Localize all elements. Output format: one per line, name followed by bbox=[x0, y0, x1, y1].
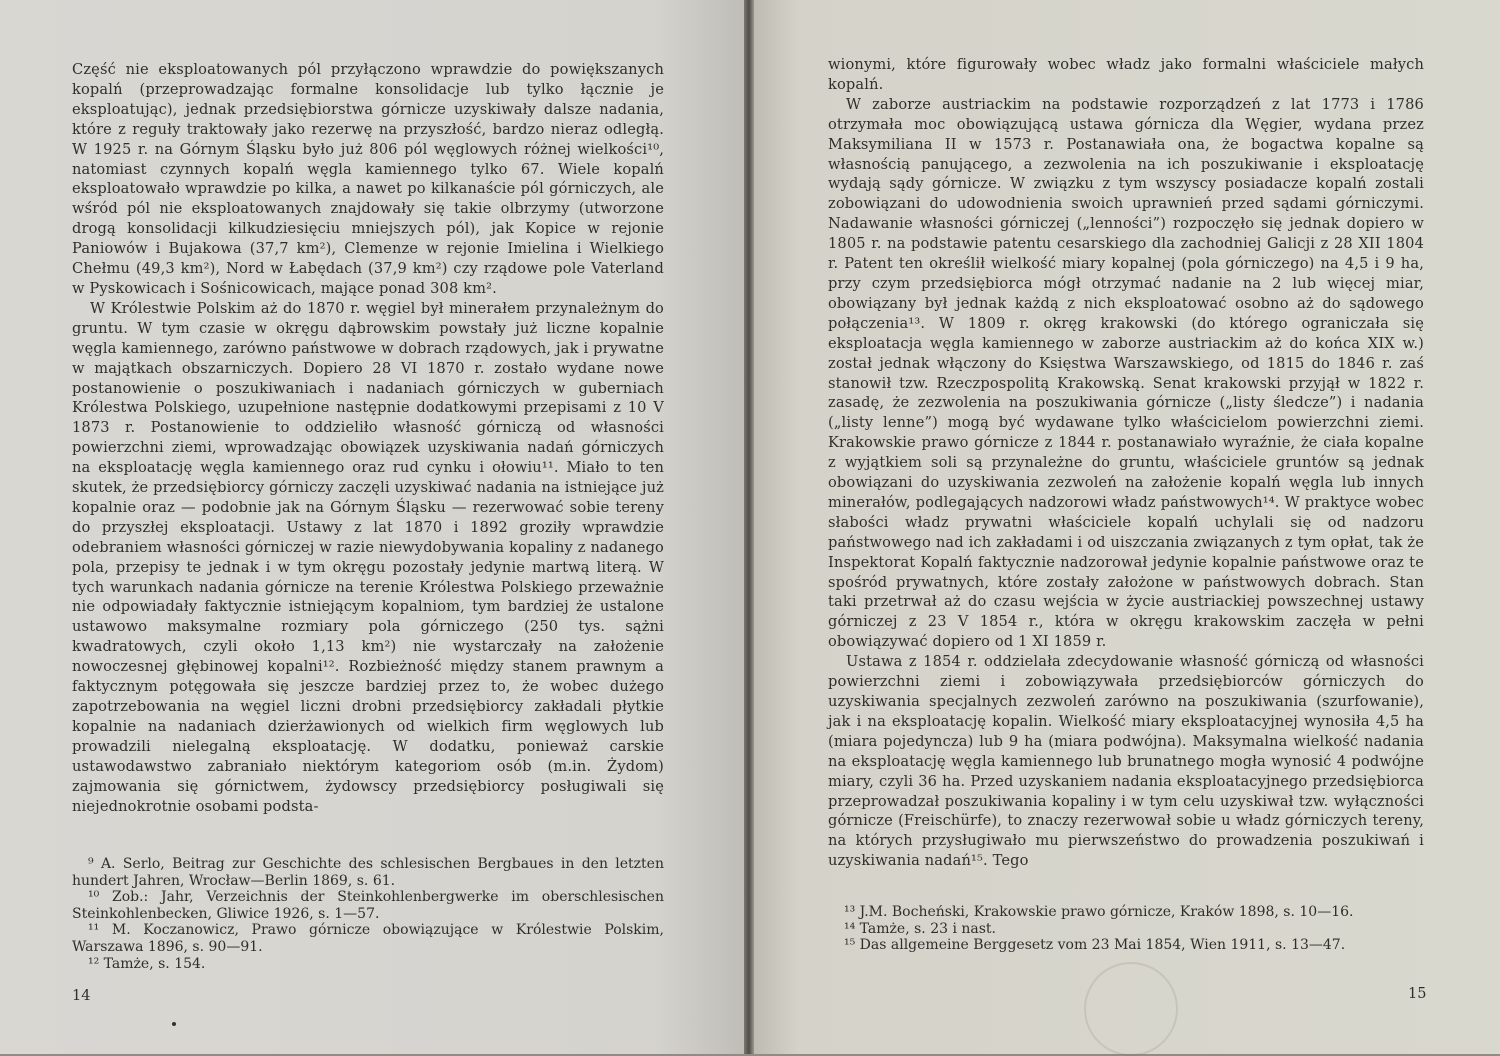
right-page-number: 15 bbox=[1408, 986, 1427, 1002]
footnote-13: ¹³ J.M. Bocheński, Krakowskie prawo górnicze, Kraków 1898, s. 10—16. bbox=[844, 904, 1354, 920]
left-page-number: 14 bbox=[72, 988, 91, 1004]
book-gutter bbox=[744, 0, 754, 1054]
footnote-14: ¹⁴ Tamże, s. 23 i nast. bbox=[844, 920, 997, 937]
footnote-9: ⁹ A. Serlo, Beitrag zur Geschichte des schlesischen Bergbaues in den letzten hundert Jahren, Wrocław—Berlin 1869, s. 61. bbox=[72, 856, 664, 889]
library-stamp-watermark bbox=[1084, 962, 1178, 1056]
footnote-11: ¹¹ M. Koczanowicz, Prawo górnicze obowiązujące w Królestwie Polskim, Warszawa 1896, s. 90—91. bbox=[72, 922, 664, 955]
footnote-12: ¹² Tamże, s. 154. bbox=[88, 955, 206, 972]
right-page bbox=[754, 0, 1500, 1054]
right-paragraph-3: Ustawa z 1854 r. oddzielała zdecydowanie własność górniczą od własności powierzchni ziemi i zobowiązywała przedsiębiorców górniczych do uzyskiwania specjalnych zezwoleń zarówno na poszukiwania (szurfowanie), jak i na eksploatację kopalin. Wielkość miary eksploatacyjnej wynosiła 4,5 ha (miara pojedyncza) lub 9 ha (miara podwójna). Maksymalna wielkość nadania na eksploatację węgla kamiennego lub brunatnego mogła wynosić 4 podwójne miary, czyli 36 ha. Przed uzyskaniem nadania eksploatacyjnego przedsiębiorca przeprowadzał poszukiwania kopaliny i w tym celu uzyskiwał tzw. wyłączności górnicze (Freischürfe), to znaczy rezerwował sobie u władz górniczych tereny, na których przysługiwało mu pierwszeństwo do prowadzenia poszukiwań i uzyskiwania nadań¹⁵. Tego bbox=[828, 653, 1424, 870]
right-body-text bbox=[828, 55, 1424, 871]
left-page bbox=[0, 0, 744, 1054]
right-paragraph-2: W zaborze austriackim na podstawie rozporządzeń z lat 1773 i 1786 otrzymała moc obowiązującą ustawa górnicza dla Węgier, wydana przez Maksymiliana II w 1573 r. Postanawiała ona, że bogactwa kopalne są własnością panującego, a zezwolenia na ich poszukiwanie i eksploatację wydają sądy górnicze. W związku z tym wszyscy posiadacze kopalń zostali zobowiązani do udowodnienia swoich uprawnień przed sądami górniczymi. Nadawanie własności górniczej („lenności”) rozpoczęło się jednak dopiero w 1805 r. na podstawie patentu cesarskiego dla zachodniej Galicji z 28 XII 1804 r. Patent ten określił wielkość miary kopalnej (pola górniczego) na 4,5 i 9 ha, przy czym przedsiębiorca mógł otrzymać nadanie na 2 lub więcej miar, obowiązany był jednak każdą z nich eksploatować osobno aż do sądowego połączenia¹³. W 1809 r. okręg krakowski (do którego ograniczała się eksploatacja węgla kamiennego w zaborze austriackim aż do końca XIX w.) został jednak włączony do Księstwa Warszawskiego, od 1815 do 1846 r. zaś stanowił tzw. Rzeczpospolitą Krakowską. Senat krakowski przyjął w 1822 r. zasadę, że zezwolenia na poszukiwania górnicze („listy śledcze”) i nadania („listy lenne”) mogą być wydawane tylko właścicielom powierzchni ziemi. Krakowskie prawo górnicze z 1844 r. postanawiało wyraźnie, że ciała kopalne z wyjątkiem soli są przynależne do gruntu, właściciele gruntów są jednak obowiązani do uzyskiwania zezwoleń na założenie kopalń węgla lub innych minerałów, podlegających nadzorowi władz państwowych¹⁴. W praktyce wobec słabości władz prywatni właściciele kopalń uchylali się od nadzoru państwowego nad ich zakładami i od uiszczania związanych z tym opłat, tak że Inspektorat Kopalń faktycznie nadzorował jedynie kopalnie państwowe oraz te spośród prywatnych, które zostały założone w państwowych dobrach. Stan taki przetrwał aż do czasu wejścia w życie austriackiej powszechnej ustawy górniczej z 23 V 1854 r., która w okręgu krakowskim zaczęła w pełni obowiązywać dopiero od 1 XI 1859 r. bbox=[828, 95, 1424, 651]
footnote-10: ¹⁰ Zob.: Jahr, Verzeichnis der Steinkohlenbergwerke im oberschlesischen Steinkohlenbecken, Gliwice 1926, s. 1—57. bbox=[72, 889, 664, 922]
speck bbox=[172, 1022, 176, 1026]
right-paragraph-1: wionymi, które figurowały wobec władz jako formalni właściciele małych kopalń. bbox=[828, 56, 1424, 93]
left-body-text bbox=[72, 60, 664, 816]
left-footnotes bbox=[72, 856, 664, 972]
right-footnotes bbox=[828, 904, 1424, 954]
footnote-15: ¹⁵ Das allgemeine Berggesetz vom 23 Mai 1854, Wien 1911, s. 13—47. bbox=[844, 937, 1346, 954]
left-paragraph-2: W Królestwie Polskim aż do 1870 r. węgiel był minerałem przynależnym do gruntu. W tym czasie w okręgu dąbrowskim powstały już liczne kopalnie węgla kamiennego, zarówno państwowe w dobrach rządowych, jak i prywatne w majątkach obszarniczych. Dopiero 28 VI 1870 r. zostało wydane nowe postanowienie o poszukiwaniach i nadaniach górniczych w guberniach Królestwa Polskiego, uzupełnione następnie dodatkowymi przepisami z 10 V 1873 r. Postanowienie to oddzieliło własność górniczą od własności powierzchni ziemi, wprowadzając obowiązek uzyskiwania nadań górniczych na eksploatację węgla kamiennego oraz rud cynku i ołowiu¹¹. Miało to ten skutek, że przedsiębiorcy górniczy zaczęli uzyskiwać nadania na istniejące już kopalnie oraz — podobnie jak na Górnym Śląsku — rezerwować sobie tereny do przyszłej eksploatacji. Ustawy z lat 1870 i 1892 groziły wprawdzie odebraniem własności górniczej w razie niewydobywania kopaliny z nadanego pola, przepisy te jednak i w tym okręgu pozostały jedynie martwą literą. W tych warunkach nadania górnicze na terenie Królestwa Polskiego przeważnie nie odpowiadały faktycznie istniejącym kopalniom, tym bardziej że ustalone ustawowo maksymalne rozmiary pola górniczego (250 tys. sążni kwadratowych, czyli około 1,13 km²) nie wystarczały na założenie nowoczesnej głębinowej kopalni¹². Rozbieżność między stanem prawnym a faktycznym potęgowała się jeszcze bardziej przez to, że wobec dużego zapotrzebowania na węgiel liczni drobni przedsiębiorcy zakładali płytkie kopalnie na nadaniach dzierżawionych od wielkich firm węglowych lub prowadzili nielegalną eksploatację. W dodatku, ponieważ carskie ustawodawstwo zabraniało niektórym kategoriom osób (m.in. Żydom) zajmowania się górnictwem, żydowscy przedsiębiorcy posługiwali się niejednokrotnie osobami podsta- bbox=[72, 299, 664, 815]
left-paragraph-1: Część nie eksploatowanych pól przyłączono wprawdzie do powiększanych kopalń (przeprowadzając formalne konsolidacje lub tylko łącznie je eksploatując), jednak przedsiębiorstwa górnicze uzyskiwały dalsze nadania, które z reguły traktowały jako rezerwę na przyszłość, bardzo nieraz odległą. W 1925 r. na Górnym Śląsku było już 806 pól węglowych różnej wielkości¹⁰, natomiast czynnych kopalń węgla kamiennego tylko 67. Wiele kopalń eksploatowało wprawdzie po kilka, a nawet po kilkanaście pól górniczych, ale wśród pól nie eksploatowanych znajdowały się takie olbrzymy (utworzone drogą konsolidacji kilkudziesięciu mniejszych pól), jak Kopice w rejonie Paniowów i Bujakowa (37,7 km²), Clemenze w rejonie Imielina i Wielkiego Chełmu (49,3 km²), Nord w Łabędach (37,9 km²) czy rządowe pole Vaterland w Pyskowicach i Sośnicowicach, mające ponad 308 km². bbox=[72, 61, 664, 297]
